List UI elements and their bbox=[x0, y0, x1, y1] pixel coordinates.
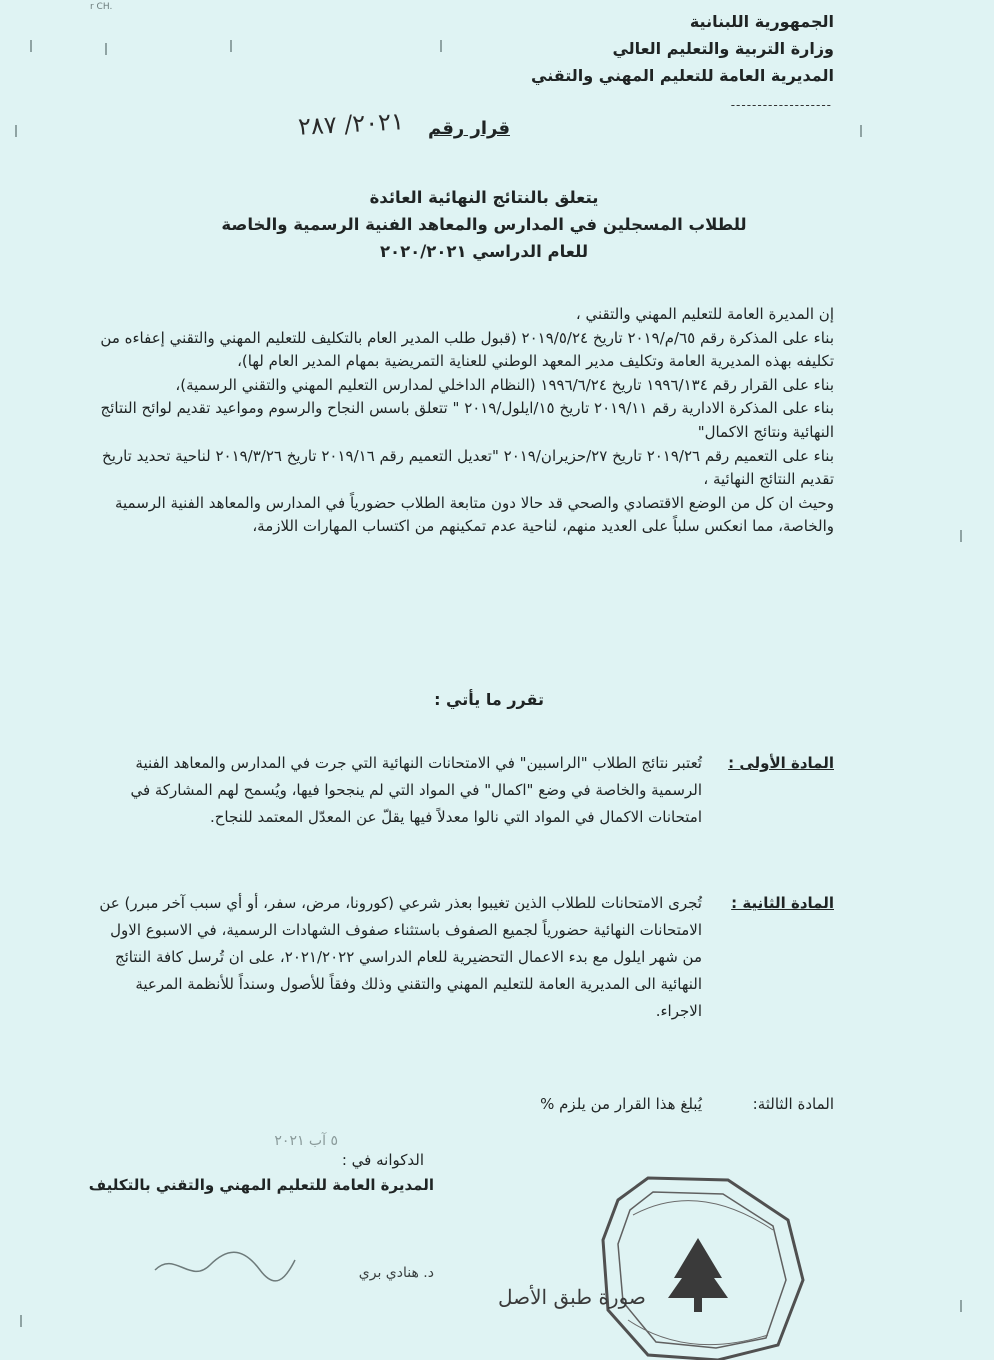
preamble-clause: وحيث ان كل من الوضع الاقتصادي والصحي قد حالا دون متابعة الطلاب حضورياً في المدارس والمعاهد الفنية الرسمية والخاصة، مما انعكس سلباً على العديد منهم، لناحية عدم تمكينهم من اكتساب المهارات اللازمة، bbox=[114, 493, 834, 536]
signatory-name: د. هنادي بري bbox=[358, 1265, 434, 1281]
article-label: المادة الأولى : bbox=[728, 754, 834, 772]
director-title: المديرة العامة للتعليم المهني والتقني بالتكليف bbox=[88, 1176, 434, 1194]
issue-place: الدكوانه في : bbox=[341, 1151, 424, 1169]
decision-number-handwritten: ٢٠٢١/ ٢٨٧ bbox=[297, 107, 405, 141]
article-2 bbox=[99, 890, 834, 1025]
header-divider: ------------------- bbox=[730, 98, 832, 112]
cedar-tree-icon bbox=[668, 1238, 728, 1312]
decision-subject bbox=[134, 184, 834, 265]
preamble-clause: بناء على المذكرة رقم ٦٥/م/٢٠١٩ تاريخ ٢٠١٩/٥/٢٤ (قبول طلب المدير العام بالتكليف للتعليم المهني والتقني إعفاءه من تكليفه بهذه المديرية العامة وتكليف مدير المعهد الوطني للعناية التمريضية بمهام المدير العام لها)، bbox=[100, 328, 834, 371]
scan-mark bbox=[960, 530, 962, 542]
scan-mark bbox=[105, 43, 107, 55]
decides-heading: تقرر ما يأتي : bbox=[434, 690, 544, 709]
scan-mark bbox=[30, 40, 32, 52]
article-3 bbox=[99, 1091, 834, 1118]
preamble-clause: بناء على المذكرة الادارية رقم ٢٠١٩/١١ تاريخ ١٥/ايلول/٢٠١٩ " تتعلق باسس النجاح والرسوم ومواعيد تقديم لوائح النتائج النهائية ونتائج الاكمال" bbox=[100, 399, 834, 441]
subject-line-1: يتعلق بالنتائج النهائية العائدة bbox=[369, 188, 599, 207]
preamble bbox=[99, 303, 834, 539]
official-seal-stamp bbox=[478, 1170, 838, 1360]
directorate-name: المديرية العامة للتعليم المهني والتقني bbox=[531, 66, 834, 85]
article-label: المادة الثالثة: bbox=[752, 1095, 834, 1113]
decision-number-label: قرار رقم bbox=[427, 118, 510, 139]
subject-line-2: للطلاب المسجلين في المدارس والمعاهد الفنية الرسمية والخاصة bbox=[221, 215, 747, 234]
scan-mark bbox=[20, 1315, 22, 1327]
scan-mark bbox=[15, 125, 17, 137]
article-text: تُعتبر نتائج الطلاب "الراسبين" في الامتحانات النهائية التي جرت في المدارس والمعاهد الفنية الرسمية والخاصة في وضع "اكمال" في المواد التي لم ينجحوا فيها، ويُسمح لهم المشاركة في امتحانات الاكمال في المواد التي نالوا معدلاً فيها يقلّ عن المعدّل المعتمد للنجاح. bbox=[130, 754, 702, 826]
scan-mark bbox=[230, 40, 232, 52]
letterhead bbox=[414, 8, 834, 89]
ministry-name: وزارة التربية والتعليم العالي bbox=[612, 39, 834, 58]
subject-line-3: للعام الدراسي ٢٠٢٠/٢٠٢١ bbox=[379, 242, 589, 261]
preamble-clause: بناء على القرار رقم ١٩٩٦/١٣٤ تاريخ ١٩٩٦/٦/٢٤ (النظام الداخلي لمدارس التعليم المهني والتقني الرسمية)، bbox=[175, 375, 834, 394]
article-label: المادة الثانية : bbox=[731, 894, 834, 912]
preamble-clause: بناء على التعميم رقم ٢٠١٩/٢٦ تاريخ ٢٧/حزيران/٢٠١٩ "تعديل التعميم رقم ٢٠١٩/١٦ تاريخ ٢٠١٩/٣/٢٦ لناحية تحديد تاريخ تقديم النتائج النهائية ، bbox=[102, 446, 834, 489]
republic-name: الجمهورية اللبنانية bbox=[689, 12, 834, 31]
preamble-opening: إن المديرة العامة للتعليم المهني والتقني ، bbox=[575, 305, 834, 323]
signature-scribble bbox=[150, 1240, 300, 1290]
scan-mark bbox=[960, 1300, 962, 1312]
article-1 bbox=[99, 750, 834, 831]
corner-mark: r CH. bbox=[90, 2, 113, 12]
article-text: يُبلغ هذا القرار من يلزم % bbox=[540, 1095, 702, 1113]
certified-copy-handwritten: صورة طبق الأصل bbox=[498, 1285, 646, 1309]
article-text: تُجرى الامتحانات للطلاب الذين تغيبوا بعذر شرعي (كورونا، مرض، سفر، أو أي سبب آخر مبرر) عن الامتحانات النهائية حضورياً لجميع الصفوف باستثناء صفوف الشهادات الرسمية، في الاسبوع الاول من شهر ايلول مع بدء الاعمال التحضيرية للعام الدراسي ٢٠٢١/٢٠٢٢، على ان تُرسل كافة النتائج النهائية الى المديرية العامة للتعليم المهني والتقني وذلك وفقاً للأصول وسنداً للأنظمة المرعية الاجراء. bbox=[99, 894, 702, 1020]
scan-mark bbox=[440, 40, 442, 52]
scan-mark bbox=[860, 125, 862, 137]
issue-date-handwritten: ٥ آب ٢٠٢١ bbox=[274, 1133, 338, 1149]
